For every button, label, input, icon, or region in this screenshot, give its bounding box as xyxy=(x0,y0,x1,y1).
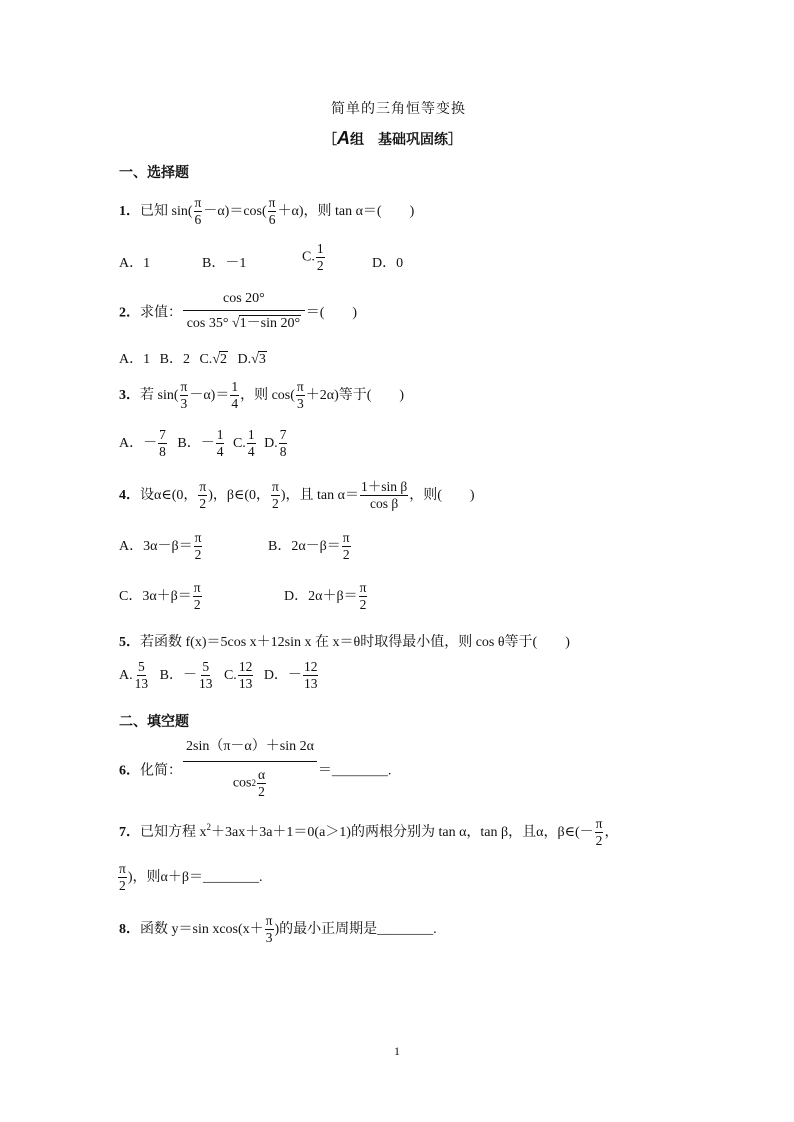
question-text: 设α∈(0， xyxy=(140,487,198,503)
question-number: 3． xyxy=(119,387,140,403)
question-text: ，则 cos( xyxy=(240,387,295,403)
fraction: $\frac{\pi}{3}$ xyxy=(296,379,304,412)
question-text: ＋α)，则 tan α＝( ) xyxy=(277,203,415,219)
question-number: 4． xyxy=(119,487,140,503)
fraction: $\frac{\pi}{2}$ xyxy=(595,816,603,849)
group-heading xyxy=(323,128,462,149)
question-text: 若 sin( xyxy=(140,387,179,403)
question-7-cont xyxy=(117,862,262,893)
question-text: －α)＝ xyxy=(189,387,230,403)
question-text: 函数 y＝sin xcos(x＋ xyxy=(140,921,264,937)
fraction: $\frac{\pi}{3}$ xyxy=(180,379,188,412)
question-number: 1． xyxy=(119,203,140,219)
option-d: D．2α＋β＝ $\frac{\pi}{2}$ xyxy=(284,580,367,613)
question-text: ＋2α)等于( ) xyxy=(305,387,405,403)
question-text: 已知 sin( xyxy=(140,203,193,219)
fraction: $\frac{\pi}{3}$ xyxy=(265,913,273,946)
question-text: )，且 tan α＝ xyxy=(280,487,359,503)
fraction: $\frac{\pi}{2}$ xyxy=(119,861,126,894)
fraction: 2sin（π－α）＋sin 2α cos2 $\frac{\alpha}{2}$ xyxy=(183,740,317,799)
option-d: D．0 xyxy=(372,256,404,271)
question-text: 若函数 f(x)＝5cos x＋12sin x 在 x＝θ时取得最小值，则 cos θ等于( ) xyxy=(140,635,570,650)
group-bracket-close: ］ xyxy=(448,132,462,148)
fraction: $\frac{\cos 20^\circ}{\cos 35^\circ √1-\sin 20^\circ}$ xyxy=(183,292,305,331)
question-text: ＝________. xyxy=(317,763,392,779)
option-c: C. $\frac{1}{4}$ xyxy=(232,427,255,460)
options-5 xyxy=(119,660,319,691)
option-d: D. $\frac{7}{8}$ xyxy=(264,427,287,460)
option-b: B．2α－β＝ $\frac{\pi}{2}$ xyxy=(268,530,350,563)
option-b: B．－ $\frac{1}{4}$ xyxy=(177,427,224,460)
option-b: B．－1 xyxy=(202,256,247,271)
question-text: )的最小正周期是________. xyxy=(274,921,437,937)
option-b: B．－ $\frac{5}{13}$ xyxy=(159,659,213,692)
fraction: $\frac{\pi}{6}$ xyxy=(268,195,276,228)
option-a: A．－ $\frac{7}{8}$ xyxy=(119,427,166,460)
option-d: D．－ $\frac{12}{13}$ xyxy=(263,659,318,692)
group-label: 组 基础巩固练 xyxy=(350,132,448,148)
fraction: $\frac{\pi}{2}$ xyxy=(199,479,207,512)
question-number: 8． xyxy=(119,921,140,937)
options-3 xyxy=(119,428,288,459)
question-text: 化简： xyxy=(140,763,182,779)
question-text: ＝( ) xyxy=(305,305,358,321)
fraction: $\frac{\pi}{6}$ xyxy=(194,195,202,228)
fraction: $\frac{1}{4}$ xyxy=(231,379,239,412)
question-text: 已知方程 x xyxy=(140,824,207,840)
option-d: D.√3 xyxy=(237,352,266,367)
question-2 xyxy=(119,292,357,331)
question-3 xyxy=(119,380,404,411)
superscript: 2 xyxy=(206,822,211,833)
option-a: A．1 xyxy=(119,352,151,367)
section-heading-fill: 二、填空题 xyxy=(119,714,189,730)
question-text: )，则α＋β＝________. xyxy=(127,869,263,885)
section-heading-choice: 一、选择题 xyxy=(119,165,189,181)
fraction: $\frac{\pi}{2}$ xyxy=(272,479,279,512)
question-text: －α)＝cos( xyxy=(203,203,267,219)
question-text: ，则( ) xyxy=(409,487,475,503)
question-4 xyxy=(119,480,475,511)
option-c: C. $\frac{12}{13}$ xyxy=(223,659,253,692)
question-7 xyxy=(119,817,618,848)
question-1 xyxy=(119,196,414,227)
option-c: C. $\frac{1}{2}$ xyxy=(302,241,324,274)
group-bracket-open: ［ xyxy=(323,132,337,148)
question-number: 5． xyxy=(119,635,140,650)
question-text: )，β∈(0， xyxy=(208,487,271,503)
question-5 xyxy=(119,631,570,651)
option-a: A．1 xyxy=(119,256,151,271)
question-text: ＋3ax＋3a＋1＝0(a＞1)的两根分别为 tan α，tan β，且α，β∈(－ xyxy=(211,824,594,840)
question-number: 2． xyxy=(119,305,140,321)
question-6 xyxy=(119,740,391,799)
page-title: 简单的三角恒等变换 xyxy=(331,101,466,117)
option-a: A．3α－β＝ $\frac{\pi}{2}$ xyxy=(119,530,202,563)
group-letter: A xyxy=(337,128,350,148)
question-number: 7． xyxy=(119,824,140,840)
option-c: C.√2 xyxy=(199,352,227,367)
question-number: 6． xyxy=(119,763,140,779)
page-number: 1 xyxy=(394,1044,400,1058)
option-a: A. $\frac{5}{13}$ xyxy=(119,659,149,692)
question-text: ， xyxy=(604,824,619,840)
options-2 xyxy=(119,348,267,368)
question-text: 求值： xyxy=(140,305,182,321)
question-8 xyxy=(119,914,437,945)
option-c: C．3α＋β＝ $\frac{\pi}{2}$ xyxy=(119,580,201,613)
option-b: B．2 xyxy=(159,352,190,367)
fraction: $\frac{\text{1＋sin β}}{\text{cos β}}$ xyxy=(360,479,408,512)
